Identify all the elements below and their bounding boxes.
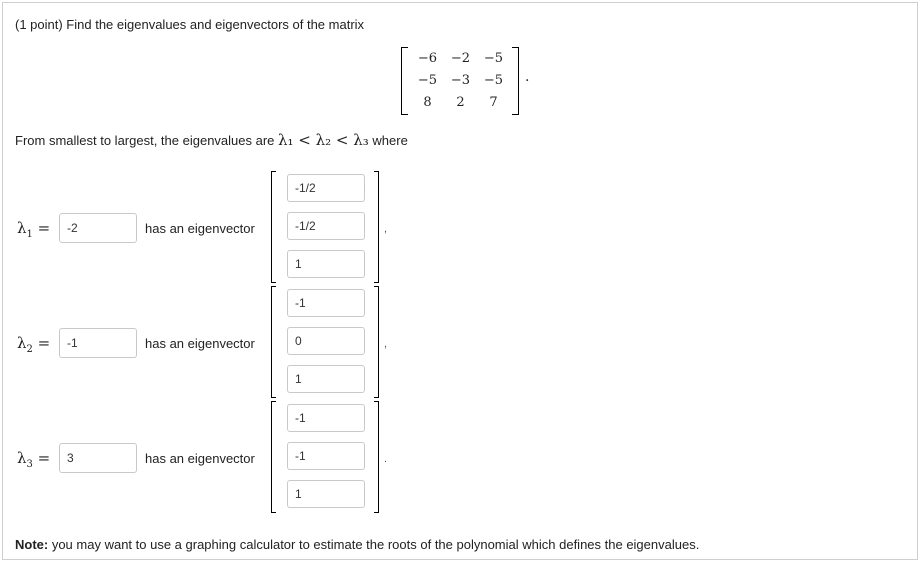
- eigenvector-2-entry-1[interactable]: [287, 289, 365, 317]
- vector-right-bracket: [374, 401, 379, 513]
- order-prefix: From smallest to largest, the eigenvalues are: [15, 133, 279, 148]
- order-inequality: λ₁ < λ₂ < λ₃: [278, 131, 369, 149]
- lambda-symbol: λ: [17, 449, 27, 467]
- eigenvector-2-entry-3[interactable]: [287, 365, 365, 393]
- equals-sign: =: [32, 449, 51, 467]
- matrix-cell: −5: [483, 72, 504, 88]
- note-body: you may want to use a graphing calculator to estimate the roots of the polynomial which defines the eigenvalues.: [48, 537, 700, 552]
- matrix: [401, 47, 519, 115]
- order-suffix: where: [368, 133, 408, 148]
- matrix-cell: 2: [456, 94, 465, 110]
- note-label: Note:: [15, 537, 49, 552]
- vector-left-bracket: [271, 171, 276, 283]
- lambda-3-input[interactable]: [59, 443, 137, 473]
- matrix-table: [411, 47, 510, 113]
- lambda-symbol: λ: [17, 219, 27, 237]
- lambda-symbol: λ: [17, 334, 27, 352]
- matrix-cell: −2: [450, 50, 471, 66]
- problem-statement: (1 point) Find the eigenvalues and eigenvectors of the matrix: [15, 17, 365, 32]
- matrix-period: .: [525, 69, 530, 85]
- matrix-row: [411, 91, 510, 113]
- has-eigenvector-text: has an eigenvector: [145, 221, 255, 236]
- lambda-1-input[interactable]: [59, 213, 137, 243]
- matrix-cell: −5: [483, 50, 504, 66]
- matrix-cell: −6: [417, 50, 438, 66]
- eigenvalue-order-statement: [15, 131, 408, 149]
- vector-3-punctuation: .: [384, 453, 388, 465]
- matrix-cell: 8: [423, 94, 432, 110]
- vector-1-punctuation: ,: [384, 223, 388, 235]
- eigenvector-1-entry-3[interactable]: [287, 250, 365, 278]
- eigenvector-1-entry-2[interactable]: [287, 212, 365, 240]
- eigenvector-1-entry-1[interactable]: [287, 174, 365, 202]
- lambda-2-input[interactable]: [59, 328, 137, 358]
- eigenvector-3-entry-3[interactable]: [287, 480, 365, 508]
- lambda-subscript: 2: [26, 344, 33, 355]
- matrix-cell: 7: [489, 94, 498, 110]
- vector-left-bracket: [271, 401, 276, 513]
- lambda-1-label: [17, 219, 50, 240]
- matrix-cell: −3: [450, 72, 471, 88]
- lambda-2-label: [17, 334, 50, 355]
- matrix-cell: −5: [417, 72, 438, 88]
- problem-panel: [2, 2, 918, 560]
- vector-2-punctuation: ,: [384, 338, 388, 350]
- matrix-left-bracket: [401, 47, 408, 115]
- matrix-right-bracket: [512, 47, 519, 115]
- vector-right-bracket: [374, 171, 379, 283]
- lambda-subscript: 3: [26, 459, 33, 470]
- has-eigenvector-text: has an eigenvector: [145, 336, 255, 351]
- eigenvector-3-entry-2[interactable]: [287, 442, 365, 470]
- vector-right-bracket: [374, 286, 379, 398]
- has-eigenvector-text: has an eigenvector: [145, 451, 255, 466]
- equals-sign: =: [32, 219, 51, 237]
- note-text: [15, 537, 699, 552]
- vector-left-bracket: [271, 286, 276, 398]
- lambda-3-label: [17, 449, 50, 470]
- eigenvector-3-entry-1[interactable]: [287, 404, 365, 432]
- matrix-row: [411, 47, 510, 69]
- lambda-subscript: 1: [26, 229, 33, 240]
- eigenvector-2-entry-2[interactable]: [287, 327, 365, 355]
- equals-sign: =: [32, 334, 51, 352]
- matrix-row: [411, 69, 510, 91]
